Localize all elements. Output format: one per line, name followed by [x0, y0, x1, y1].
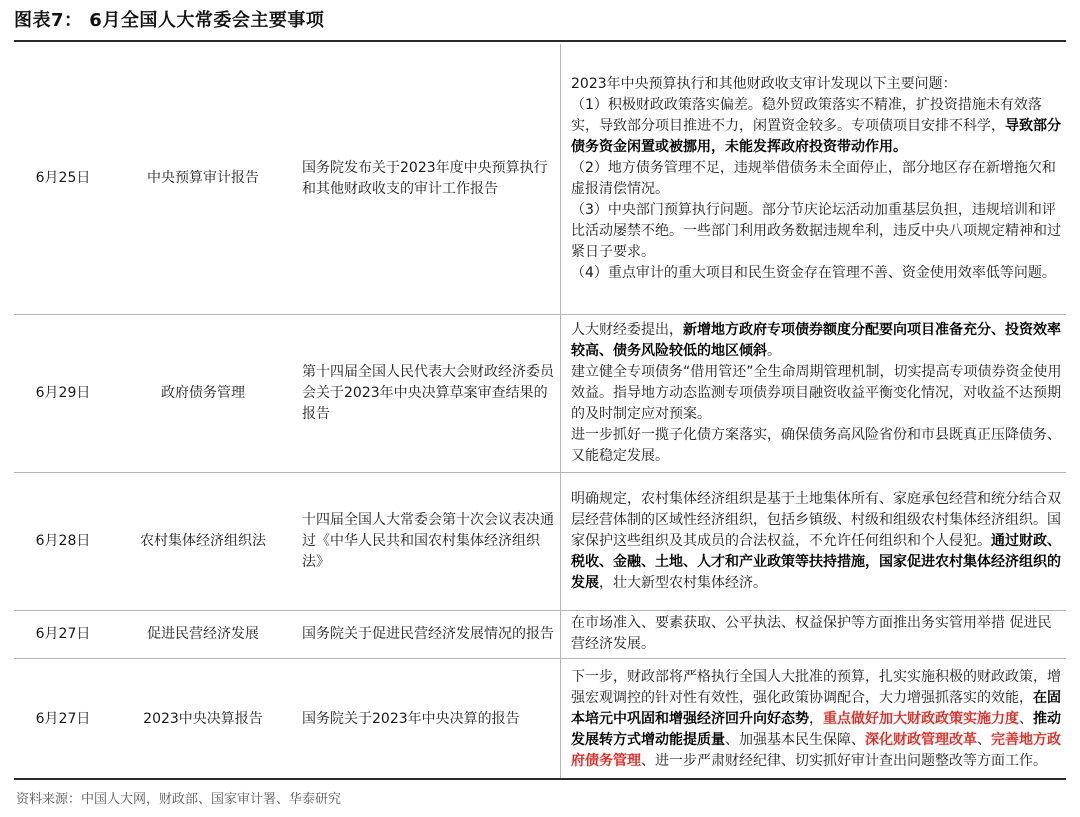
- topic-cell: 中央预算审计报告: [112, 44, 294, 314]
- text-segment: 明确规定，农村集体经济组织是基于土地集体所有、家庭承包经营和统分结合双层经营体制的区域性经济组织，包括乡镇级、村级和组级农村集体经济组织。国家保护这些组织及其成员的合法权益，不允许任何组织和个人侵犯。: [571, 490, 1061, 549]
- text-segment: （3）中央部门预算执行问题。部分节庆论坛活动加重基层负担，违规培训和评比活动屡禁不绝。一些部门利用政务数据违规牟利，违反中央八项规定精神和过紧日子要求。: [571, 201, 1061, 260]
- content-paragraph: [571, 667, 1062, 772]
- events-table: [14, 44, 1066, 780]
- content-cell: [561, 44, 1067, 314]
- table-body: [14, 44, 1066, 780]
- top-rule: [14, 40, 1066, 42]
- content-paragraph: [571, 489, 1062, 594]
- bold-highlight: 推动发展转方式增动能提质量: [571, 710, 1061, 748]
- text-segment: 。: [767, 342, 781, 359]
- content-paragraph: [571, 200, 1062, 263]
- red-highlight: 深化财政管理改革: [865, 731, 977, 748]
- text-segment: ，: [809, 710, 823, 727]
- chart-title: 图表7： 6月全国人大常委会主要事项: [14, 10, 325, 31]
- table-row: [14, 472, 1066, 610]
- bold-highlight: 新增地方政府专项债券额度分配要向项目准备充分、投资效率较高、债务风险较低的地区倾斜: [571, 321, 1061, 359]
- source-cell: 第十四届全国人民代表大会财政经济委员会关于2023年中央决算草案审查结果的报告: [294, 314, 561, 472]
- text-segment: 2023年中央预算执行和其他财政收支审计发现以下主要问题：: [571, 75, 957, 92]
- bold-highlight: 通过财政、税收、金融、土地、人才和产业政策等扶持措施，国家促进农村集体经济组织的发展: [571, 532, 1061, 591]
- table-row: [14, 610, 1066, 658]
- red-highlight: 完善地方政府债务管理: [571, 731, 1061, 769]
- text-segment: （4）重点审计的重大项目和民生资金存在管理不善、资金使用效率低等问题。: [571, 264, 1056, 281]
- bold-highlight: 导致部分债务资金闲置或被挪用，未能发挥政府投资带动作用。: [571, 117, 1061, 155]
- table-row: [14, 44, 1066, 314]
- topic-cell: 农村集体经济组织法: [112, 472, 294, 610]
- source-cell: 国务院发布关于2023年度中央预算执行和其他财政收支的审计工作报告: [294, 44, 561, 314]
- date-cell: 6月27日: [35, 710, 91, 727]
- text-segment: （1）积极财政政策落实偏差。稳外贸政策落实不精准，扩投资措施未有效落实，导致部分项目推进不力，闲置资金较多。专项债项目安排不科学，: [571, 96, 1042, 134]
- table-row: [14, 658, 1066, 780]
- content-paragraph: [571, 425, 1062, 467]
- content-paragraph: [571, 362, 1062, 425]
- bottom-rule: [14, 778, 1066, 780]
- text-segment: 、: [1019, 710, 1033, 727]
- content-paragraph: [571, 74, 1062, 95]
- table-row: [14, 314, 1066, 472]
- content-cell: [561, 472, 1067, 610]
- bold-highlight: 在固本培元中巩固和增强经济回升向好态势: [571, 689, 1061, 727]
- date-cell: 6月28日: [14, 472, 112, 610]
- source-note: 资料来源：中国人大网，财政部、国家审计署、华泰研究: [16, 792, 342, 807]
- date-cell: 6月29日: [14, 314, 112, 472]
- content-cell: [561, 314, 1067, 472]
- content-cell: [561, 658, 1067, 780]
- date-cell: 6月27日: [14, 610, 112, 658]
- text-segment: 在市场准入、要素获取、公平执法、权益保护等方面推出务实管用举措 促进民营经济发展。: [571, 615, 1052, 652]
- content-paragraph: [571, 95, 1062, 158]
- source-cell: 十四届全国人大常委会第十次会议表决通过《中华人民共和国农村集体经济组织法》: [294, 472, 561, 610]
- red-highlight: 重点做好加大财政政策实施力度: [823, 710, 1019, 727]
- content-paragraph: [571, 613, 1062, 655]
- source-cell: 国务院关于促进民营经济发展情况的报告: [294, 610, 561, 658]
- text-segment: 、: [977, 731, 991, 748]
- text-segment: 、加强基本民生保障、: [725, 731, 865, 748]
- text-segment: 建立健全专项债务“借用管还”全生命周期管理机制，切实提高专项债券资金使用效益。指导地方动态监测专项债券项目融资收益平衡变化情况，对收益不达预期的及时制定应对预案。: [571, 363, 1062, 422]
- text-segment: ，壮大新型农村集体经济。: [599, 574, 767, 591]
- text-segment: 、进一步严肃财经纪律、切实抓好审计查出问题整改等方面工作。: [641, 752, 1047, 769]
- content-paragraph: [571, 263, 1062, 284]
- text-segment: （2）地方债务管理不足，违规举借债务未全面停止，部分地区存在新增拖欠和虚报清偿情况。: [571, 159, 1056, 197]
- topic-cell: 2023中央决算报告: [143, 710, 263, 727]
- topic-cell: 促进民营经济发展: [112, 610, 294, 658]
- text-segment: 人大财经委提出，: [571, 321, 683, 338]
- topic-cell: 政府债务管理: [112, 314, 294, 472]
- content-cell: [561, 610, 1067, 658]
- text-segment: 进一步抓好一揽子化债方案落实，确保债务高风险省份和市县既真正压降债务、又能稳定发展。: [571, 426, 1061, 464]
- content-paragraph: [571, 320, 1062, 362]
- content-paragraph: [571, 158, 1062, 200]
- date-cell: 6月25日: [14, 44, 112, 314]
- source-cell: 国务院关于2023年中央决算的报告: [294, 658, 561, 780]
- text-segment: 下一步，财政部将严格执行全国人大批准的预算，扎实实施积极的财政政策，增强宏观调控的针对性有效性，强化政策协调配合，大力增强抓落实的效能，: [571, 668, 1061, 706]
